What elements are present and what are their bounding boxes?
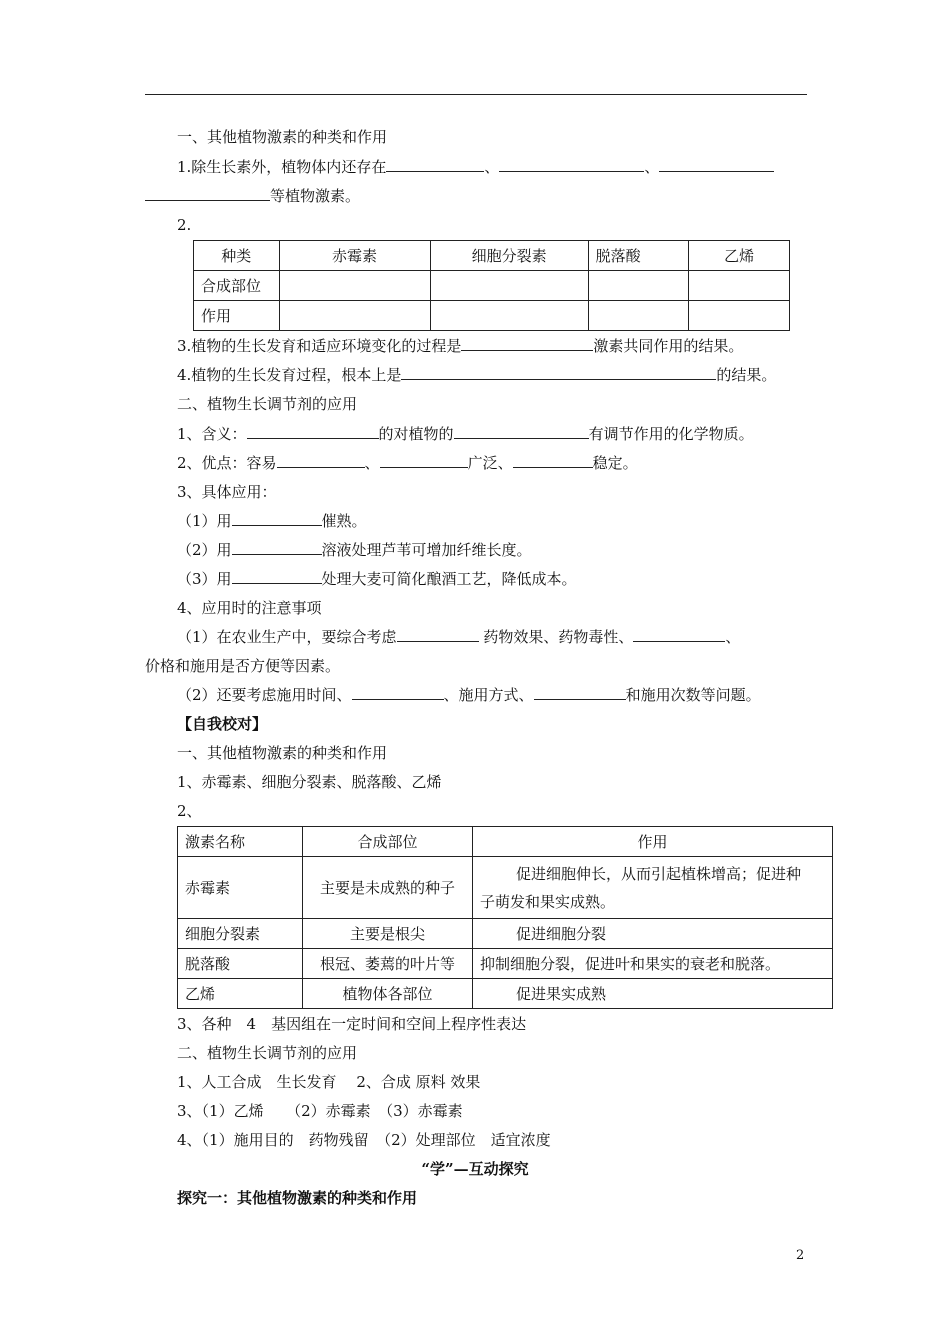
- header-cell: 脱落酸: [588, 241, 689, 271]
- point-2: 2、优点：容易 、 广泛、 稳定。: [177, 454, 638, 472]
- synthesis-site: 植物体各部位: [303, 979, 473, 1009]
- blank[interactable]: [232, 540, 322, 555]
- point-3-2: （2）用 溶液处理芦苇可增加纤维长度。: [177, 541, 532, 559]
- blank[interactable]: [401, 365, 716, 380]
- answer-section1-title: 一、其他植物激素的种类和作用: [177, 744, 388, 762]
- answer-cell[interactable]: [430, 301, 588, 331]
- blank[interactable]: [145, 186, 270, 201]
- row-label: 作用: [194, 301, 280, 331]
- point-4: 4、应用时的注意事项: [177, 599, 322, 617]
- question-1-line2: 等植物激素。: [145, 186, 360, 206]
- answer-3: 3、各种 4 基因组在一定时间和空间上程序性表达: [177, 1015, 527, 1033]
- header-cell: 激素名称: [178, 827, 303, 857]
- hormone-function: 抑制细胞分裂，促进叶和果实的衰老和脱落。: [473, 949, 833, 979]
- blank[interactable]: [232, 569, 322, 584]
- explore-1-heading: 探究一：其他植物激素的种类和作用: [177, 1189, 418, 1207]
- question-2-number: 2.: [177, 216, 192, 234]
- answer-cell[interactable]: [689, 301, 790, 331]
- blank[interactable]: [461, 336, 593, 351]
- point-1: 1、含义： 的对植物的 有调节作用的化学物质。: [177, 425, 754, 443]
- answer-2-4: 4、（1）施用目的 药物残留 （2）处理部位 适宜浓度: [177, 1131, 551, 1149]
- hormone-name: 细胞分裂素: [178, 919, 303, 949]
- answer-cell[interactable]: [430, 271, 588, 301]
- answer-2-number: 2、: [177, 802, 202, 820]
- point-3-1: （1）用 催熟。: [177, 512, 367, 530]
- blank[interactable]: [397, 627, 479, 642]
- hormone-function: 促进果实成熟: [473, 979, 833, 1009]
- hormone-name: 乙烯: [178, 979, 303, 1009]
- answer-cell[interactable]: [588, 271, 689, 301]
- question-3: 3.植物的生长发育和适应环境变化的过程是 激素共同作用的结果。: [177, 337, 744, 355]
- blank-hormone-table: [193, 240, 790, 331]
- header-cell: 赤霉素: [279, 241, 430, 271]
- hormone-name: 赤霉素: [178, 857, 303, 919]
- question-4: 4.植物的生长发育过程，根本上是 的结果。: [177, 366, 777, 384]
- hormone-function: 促进细胞伸长，从而引起植株增高；促进种 子萌发和果实成熟。: [473, 857, 833, 919]
- synthesis-site: 主要是未成熟的种子: [303, 857, 473, 919]
- answer-cell[interactable]: [588, 301, 689, 331]
- row-label: 合成部位: [194, 271, 280, 301]
- blank[interactable]: [352, 685, 444, 700]
- blank[interactable]: [454, 424, 589, 439]
- self-check-title: 【自我校对】: [177, 715, 268, 733]
- question-1-line1: 1.除生长素外，植物体内还存在 、 、: [177, 157, 774, 177]
- synthesis-site: 根冠、萎蔫的叶片等: [303, 949, 473, 979]
- header-cell: 作用: [473, 827, 833, 857]
- answer-cell[interactable]: [689, 271, 790, 301]
- header-cell: 细胞分裂素: [430, 241, 588, 271]
- synthesis-site: 主要是根尖: [303, 919, 473, 949]
- blank[interactable]: [499, 157, 644, 172]
- answer-hormone-table: [177, 826, 833, 1009]
- section2-title: 二、植物生长调节剂的应用: [177, 395, 358, 413]
- blank[interactable]: [534, 685, 626, 700]
- answer-2-1: 1、人工合成 生长发育 2、合成 原料 效果: [177, 1073, 481, 1091]
- point-3: 3、具体应用：: [177, 483, 277, 501]
- blank[interactable]: [513, 453, 593, 468]
- answer-cell[interactable]: [279, 271, 430, 301]
- point-3-3: （3）用 处理大麦可简化酿酒工艺，降低成本。: [177, 570, 577, 588]
- answer-cell[interactable]: [279, 301, 430, 331]
- blank[interactable]: [380, 453, 468, 468]
- blank[interactable]: [386, 157, 484, 172]
- answer-1: 1、赤霉素、细胞分裂素、脱落酸、乙烯: [177, 773, 442, 791]
- header-cell: 合成部位: [303, 827, 473, 857]
- hormone-function: 促进细胞分裂: [473, 919, 833, 949]
- header-cell: 乙烯: [689, 241, 790, 271]
- answer-section2-title: 二、植物生长调节剂的应用: [177, 1044, 358, 1062]
- point-4-1-line2: 价格和施用是否方便等因素。: [145, 657, 341, 675]
- point-4-1-line1: （1）在农业生产中，要综合考虑 药物效果、药物毒性、 、: [177, 628, 741, 646]
- header-rule: [145, 94, 807, 95]
- header-cell: 种类: [194, 241, 280, 271]
- blank[interactable]: [659, 157, 774, 172]
- blank[interactable]: [633, 627, 725, 642]
- answer-2-3: 3、（1）乙烯 （2）赤霉素 （3）赤霉素: [177, 1102, 463, 1120]
- learn-title: “学”—互动探究: [421, 1160, 529, 1178]
- page-number: 2: [796, 1248, 805, 1263]
- point-4-2: （2）还要考虑施用时间、 、施用方式、 和施用次数等问题。: [177, 686, 761, 704]
- blank[interactable]: [277, 453, 365, 468]
- blank[interactable]: [232, 511, 322, 526]
- section1-title: 一、其他植物激素的种类和作用: [177, 128, 388, 146]
- hormone-name: 脱落酸: [178, 949, 303, 979]
- blank[interactable]: [247, 424, 379, 439]
